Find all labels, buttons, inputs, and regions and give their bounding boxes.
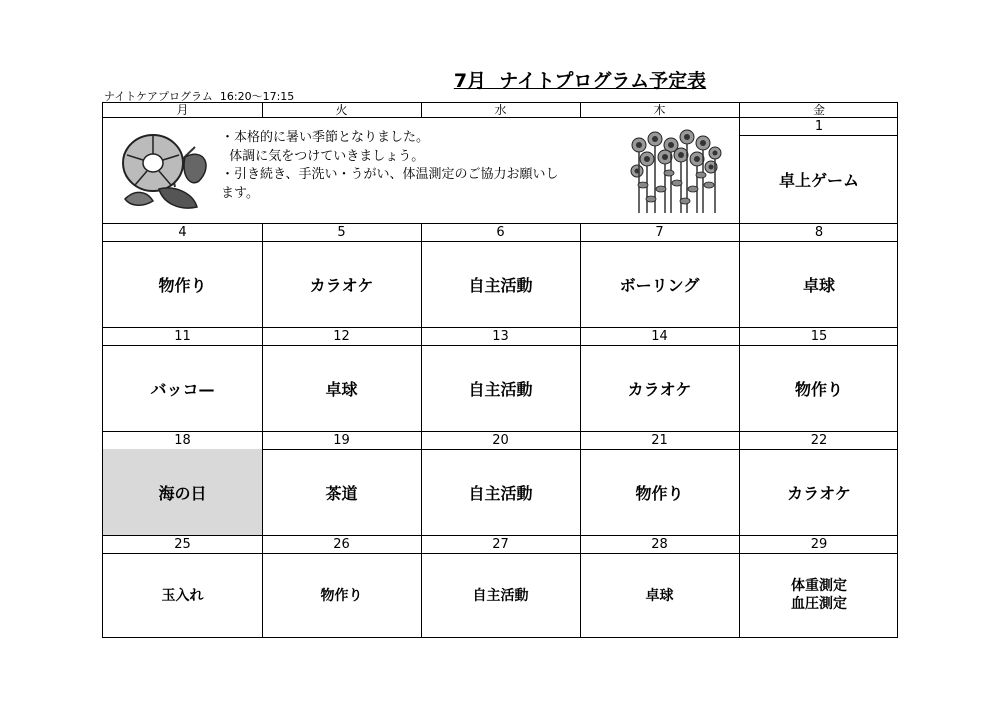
date-label: 25 — [174, 536, 191, 552]
sunflowers-icon — [627, 127, 723, 215]
date-label: 21 — [651, 432, 668, 448]
activity-cell: 自主活動 — [468, 379, 533, 399]
weekday-tue: 火 — [335, 103, 348, 117]
activity-cell: カラオケ — [309, 275, 374, 295]
notice-line: 体調に気をつけていきましょう。 — [221, 148, 425, 164]
page-title: 7月 ナイトプログラム予定表 — [453, 70, 707, 92]
activity-cell: 物作り — [320, 588, 363, 604]
weekday-mon: 月 — [176, 103, 189, 117]
weekday-thu: 木 — [653, 103, 666, 117]
program-time-label: ナイトケアプログラム 16:20〜17:15 — [104, 90, 295, 103]
activity-line: 血圧測定 — [791, 596, 847, 612]
date-label: 27 — [492, 536, 509, 552]
date-label: 26 — [333, 536, 350, 552]
activity-cell: バッコ— — [150, 379, 215, 399]
date-label: 14 — [651, 328, 668, 344]
activity-cell: 物作り — [635, 483, 684, 503]
activity-cell: 卓球 — [645, 588, 674, 604]
activity-cell: ボーリング — [619, 275, 700, 295]
activity-cell: 自主活動 — [468, 275, 533, 295]
date-label: 29 — [810, 536, 828, 552]
holiday-cell: 海の日 — [103, 449, 262, 535]
activity-cell: 茶道 — [325, 483, 358, 503]
date-label: 12 — [333, 328, 350, 344]
activity-cell: 卓上ゲーム — [778, 170, 859, 190]
notice-text — [221, 129, 621, 203]
weekday-fri: 金 — [812, 103, 825, 117]
date-label: 8 — [814, 224, 824, 240]
date-label: 6 — [496, 224, 505, 240]
date-label: 11 — [174, 328, 191, 344]
notice-line: ・引き続き、手洗い・うがい、体温測定のご協力お願いし — [221, 167, 559, 182]
activity-cell: 物作り — [794, 379, 843, 399]
calendar-grid — [102, 102, 898, 638]
activity-cell — [739, 553, 899, 637]
date-label: 20 — [492, 432, 509, 448]
activity-cell: カラオケ — [627, 379, 692, 399]
notice-line: ・本格的に暑い季節となりました。 — [221, 130, 430, 145]
date-label: 28 — [651, 536, 668, 552]
date-label: 18 — [174, 432, 191, 448]
activity-cell: 自主活動 — [468, 483, 533, 503]
date-label: 7 — [655, 224, 664, 240]
activity-cell: カラオケ — [787, 483, 851, 503]
date-label: 1 — [814, 118, 824, 134]
activity-cell: 玉入れ — [161, 588, 204, 604]
activity-line: 体重測定 — [791, 577, 847, 594]
notice-line: ます。 — [221, 185, 259, 201]
date-label: 19 — [333, 432, 350, 448]
date-label: 13 — [492, 328, 509, 344]
activity-cell: 物作り — [158, 275, 207, 295]
date-label: 22 — [810, 432, 828, 448]
weekday-wed: 水 — [494, 103, 507, 117]
morning-glory-icon — [115, 127, 217, 213]
activity-cell: 卓球 — [325, 379, 358, 399]
date-label: 5 — [337, 224, 346, 240]
date-label: 15 — [810, 328, 828, 344]
date-label: 4 — [178, 224, 187, 240]
activity-cell: 自主活動 — [472, 588, 529, 604]
activity-cell: 卓球 — [802, 275, 835, 295]
